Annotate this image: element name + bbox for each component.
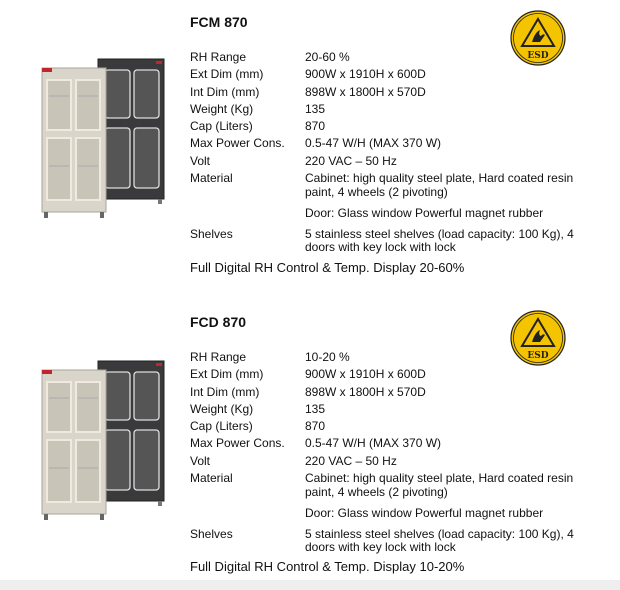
spec-label: Max Power Cons. (190, 136, 285, 151)
spec-label: Cap (Liters) (190, 419, 253, 434)
spec-value: 870 (305, 419, 326, 434)
spec-value: 0.5-47 W/H (MAX 370 W) (305, 136, 442, 151)
spec-value: 135 (305, 401, 326, 416)
spec-label: Shelves (190, 226, 233, 241)
spec-label: Material (190, 171, 233, 186)
spec-value: 900W x 1910H x 600D (305, 367, 426, 382)
esd-label: ESD (527, 351, 549, 361)
spec-label: Ext Dim (mm) (190, 67, 264, 82)
cabinet-image (38, 358, 168, 528)
spec-value: 898W x 1800H x 570D (305, 384, 426, 399)
spec-value: Cabinet: high quality steel plate, Hard coated resin paint, 4 wheels (2 pivoting) (305, 471, 574, 499)
product-summary: Full Digital RH Control & Temp. Display 10-20% (190, 559, 465, 574)
cabinet-image (38, 56, 168, 226)
spec-value: 20-60 % (305, 50, 350, 64)
spec-value: 135 (305, 101, 326, 116)
spec-label: Int Dim (mm) (190, 384, 260, 399)
spec-label: Volt (190, 153, 211, 168)
spec-value: 220 VAC – 50 Hz (305, 453, 397, 468)
spec-label: Weight (Kg) (190, 401, 254, 416)
product-card (0, 0, 620, 290)
product-title: FCM 870 (190, 14, 248, 30)
spec-label: Max Power Cons. (190, 436, 285, 451)
spec-value: 870 (305, 119, 326, 134)
spec-value: 5 stainless steel shelves (load capacity: 100 Kg), 4 doors with key lock with lock (305, 526, 574, 555)
spec-label: Volt (190, 453, 211, 468)
spec-value: Door: Glass window Powerful magnet rubber (305, 505, 544, 520)
spec-label: RH Range (190, 50, 247, 64)
spec-label: Int Dim (mm) (190, 84, 260, 99)
spec-value: 10-20 % (305, 350, 350, 364)
footer-divider (0, 580, 620, 590)
product-summary: Full Digital RH Control & Temp. Display 20-60% (190, 260, 465, 275)
spec-value: 220 VAC – 50 Hz (305, 153, 397, 168)
spec-label: Ext Dim (mm) (190, 367, 264, 382)
spec-value: 898W x 1800H x 570D (305, 84, 426, 99)
spec-label: Shelves (190, 526, 233, 541)
spec-label: RH Range (190, 350, 247, 364)
spec-label: Weight (Kg) (190, 101, 254, 116)
spec-value: Cabinet: high quality steel plate, Hard coated resin paint, 4 wheels (2 pivoting) (305, 171, 574, 199)
spec-value: Door: Glass window Powerful magnet rubber (305, 205, 544, 220)
spec-value: 900W x 1910H x 600D (305, 67, 426, 82)
spec-value: 0.5-47 W/H (MAX 370 W) (305, 436, 442, 451)
spec-label: Cap (Liters) (190, 119, 253, 134)
product-card (0, 300, 620, 590)
spec-value: 5 stainless steel shelves (load capacity: 100 Kg), 4 doors with key lock with lock (305, 226, 574, 255)
spec-label: Material (190, 471, 233, 486)
product-title: FCD 870 (190, 314, 247, 330)
esd-label: ESD (527, 51, 549, 61)
